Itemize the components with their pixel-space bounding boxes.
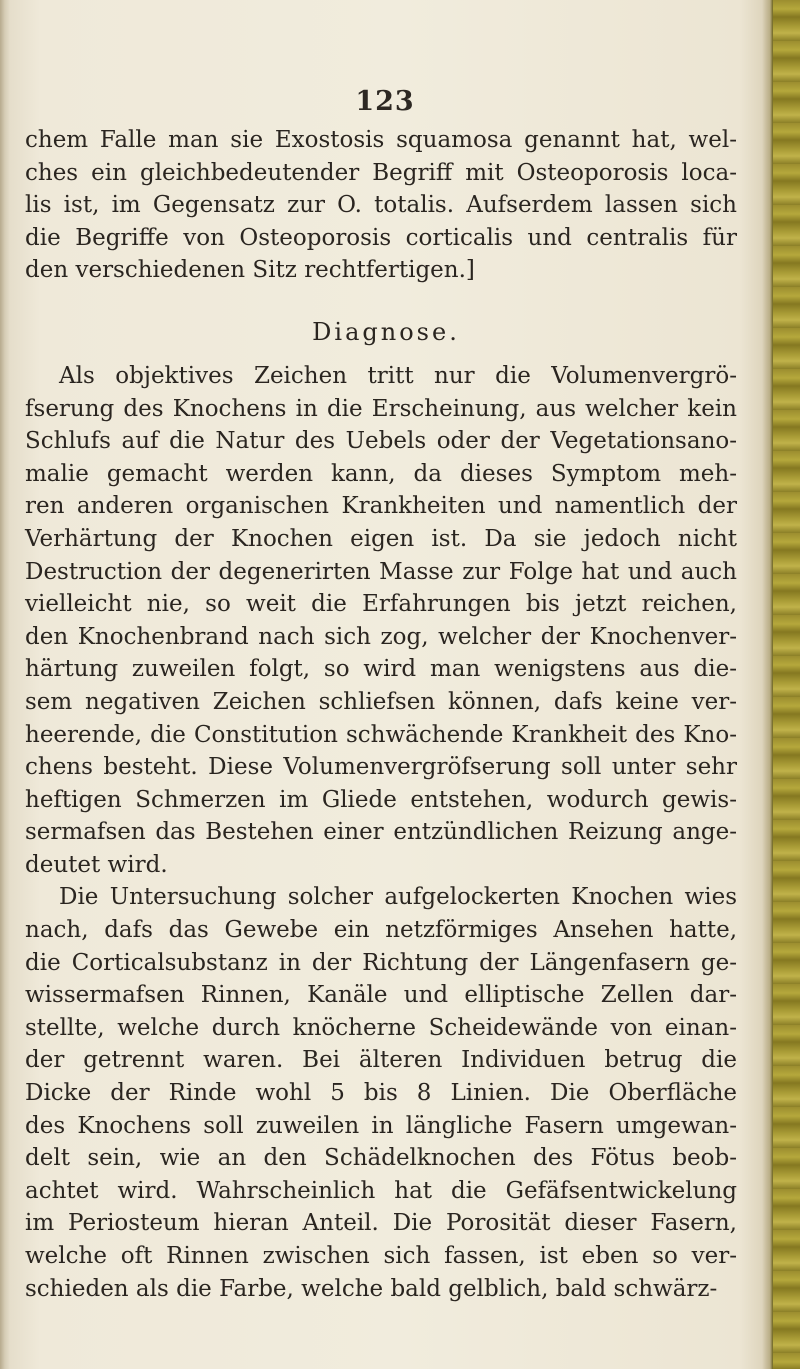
- text-line: lis ist, im Gegensatz zur O. totalis. Aufserdem lassen sich: [25, 192, 737, 219]
- text-line: des Knochens soll zuweilen in längliche Fasern umgewan-: [25, 1112, 737, 1139]
- text-line: chem Falle man sie Exostosis squamosa genannt hat, wel-: [25, 127, 737, 153]
- text-line: welche oft Rinnen zwischen sich fassen, ist eben so ver-: [25, 1243, 737, 1269]
- page-left-edge: [0, 0, 10, 1369]
- text-line: chens besteht. Diese Volumenvergröfserung soll unter sehr: [25, 754, 737, 781]
- paragraph-1: [25, 124, 737, 287]
- text-line: wissermafsen Rinnen, Kanäle und elliptische Zellen dar-: [25, 982, 737, 1009]
- text-line: Verhärtung der Knochen eigen ist. Da sie jedoch nicht: [25, 525, 737, 552]
- text-line: im Periosteum hieran Anteil. Die Porosität dieser Fasern,: [25, 1210, 737, 1237]
- text-line: heftigen Schmerzen im Gliede entstehen, wodurch gewis-: [25, 786, 737, 813]
- text-line: nach, dafs das Gewebe ein netzförmiges Ansehen hatte,: [25, 917, 737, 944]
- text-line: die Corticalsubstanz in der Richtung der Längenfasern ge-: [25, 949, 737, 976]
- paragraph-2: [25, 360, 737, 882]
- text-line: den Knochenbrand nach sich zog, welcher der Knochenver-: [25, 623, 737, 650]
- text-line: heerende, die Constitution schwächende Krankheit des Kno-: [25, 721, 737, 748]
- section-heading: Diagnose.: [312, 317, 460, 346]
- text-body: [25, 124, 737, 1305]
- text-line: Destruction der degenerirten Masse zur Folge hat und auch: [25, 558, 737, 585]
- text-line: schieden als die Farbe, welche bald gelblich, bald schwärz-: [25, 1275, 718, 1302]
- text-line: fserung des Knochens in die Erscheinung, aus welcher kein: [25, 395, 737, 422]
- text-line: sem negativen Zeichen schliefsen können, dafs keine ver-: [25, 688, 737, 715]
- text-line: stellte, welche durch knöcherne Scheidewände von einan-: [25, 1014, 737, 1041]
- paragraph-3: [25, 881, 737, 1305]
- text-line: Dicke der Rinde wohl 5 bis 8 Linien. Die Oberfläche: [25, 1080, 737, 1107]
- text-line: malie gemacht werden kann, da dieses Symptom meh-: [25, 460, 737, 487]
- text-line: deutet wird.: [25, 851, 168, 878]
- page-number: 123: [355, 86, 415, 117]
- text-line: Schlufs auf die Natur des Uebels oder der Vegetationsano-: [25, 428, 737, 455]
- text-line: delt sein, wie an den Schädelknochen des Fötus beob-: [25, 1145, 737, 1172]
- text-line: Die Untersuchung solcher aufgelockerten Knochen wies: [59, 884, 737, 911]
- text-line: die Begriffe von Osteoporosis corticalis und centralis für: [25, 224, 737, 251]
- text-line: ren anderen organischen Krankheiten und namentlich der: [25, 493, 737, 520]
- text-line: Als objektives Zeichen tritt nur die Volumenvergrö-: [59, 362, 737, 389]
- text-line: sermafsen das Bestehen einer entzündlichen Reizung ange-: [25, 819, 737, 846]
- text-line: den verschiedenen Sitz rechtfertigen.]: [25, 257, 475, 284]
- book-binding: [773, 0, 800, 1369]
- text-line: ches ein gleichbedeutender Begriff mit Osteoporosis loca-: [25, 159, 737, 186]
- text-line: vielleicht nie, so weit die Erfahrungen bis jetzt reichen,: [25, 591, 737, 618]
- text-line: achtet wird. Wahrscheinlich hat die Gefäfsentwickelung: [25, 1177, 737, 1204]
- text-line: der getrennt waren. Bei älteren Individuen betrug die: [25, 1047, 737, 1074]
- binding-shadow: [762, 0, 773, 1369]
- text-line: härtung zuweilen folgt, so wird man wenigstens aus die-: [25, 656, 737, 683]
